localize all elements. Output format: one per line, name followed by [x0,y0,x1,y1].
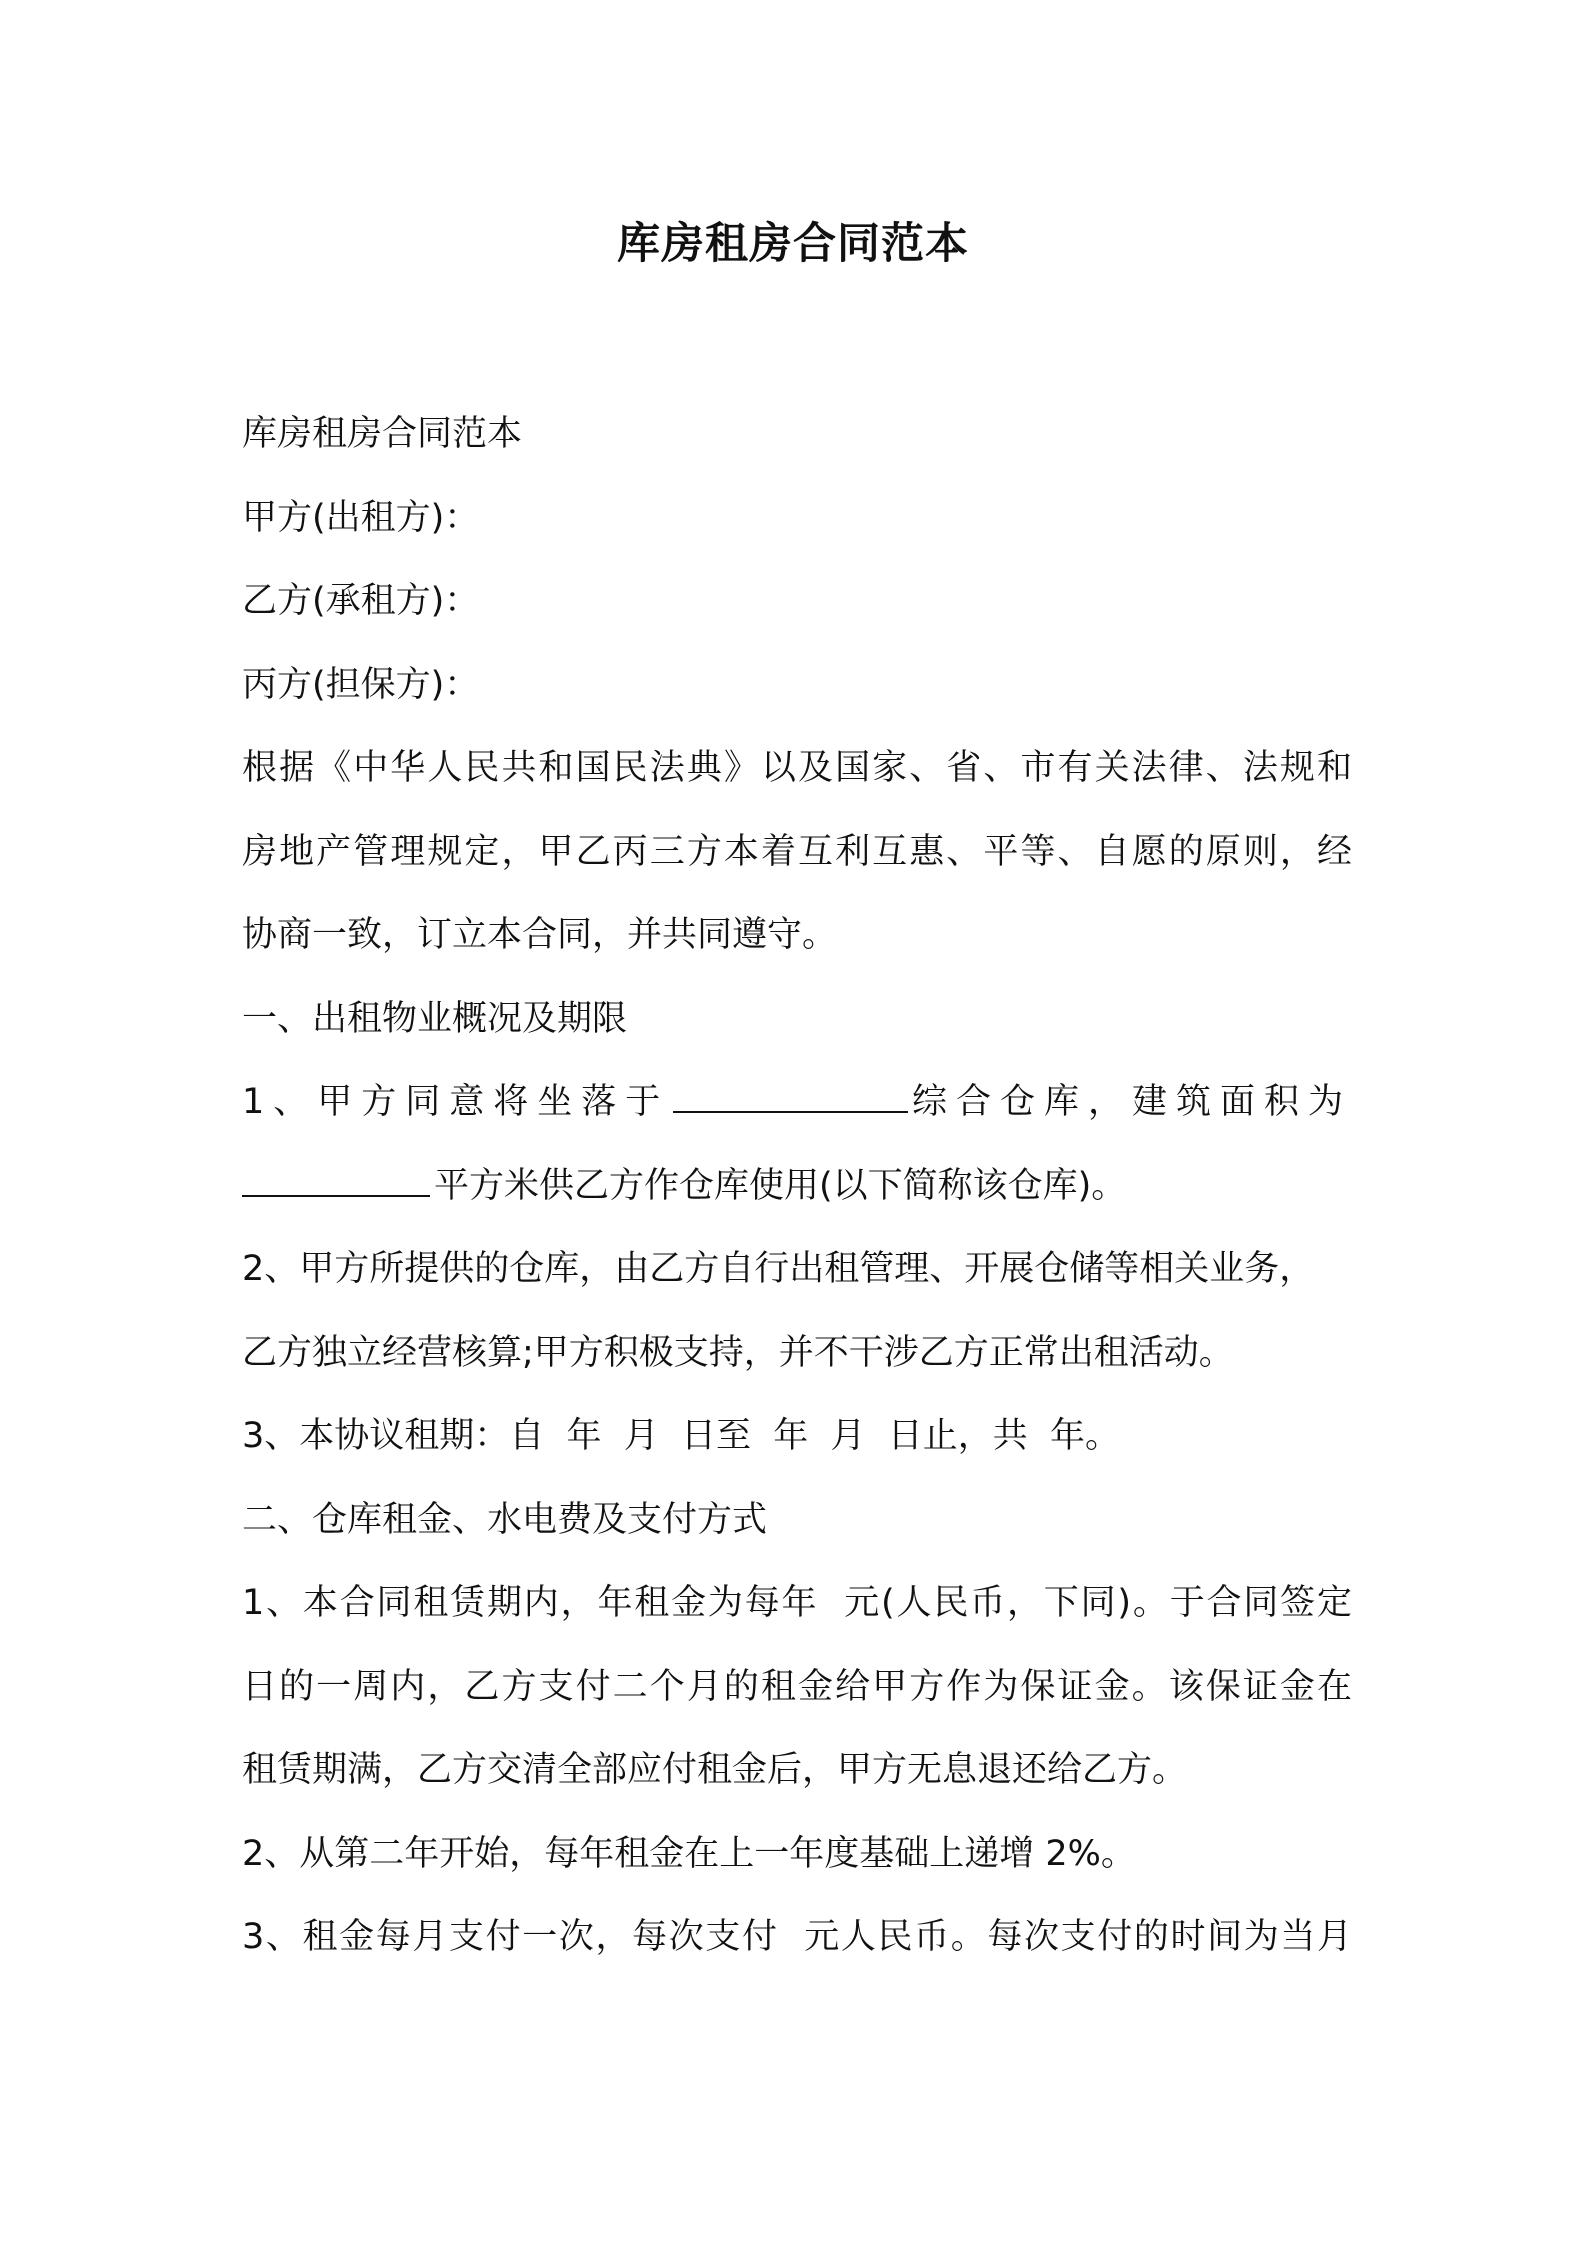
rent-clause-3-line: 3、租金每月支付一次，每次支付 元人民币。每次支付的时间为当月 [242,1917,1352,1957]
section-2-heading: 二、仓库租金、水电费及支付方式 [242,1500,768,1540]
party-c-line: 丙方(担保方)： [242,665,480,705]
area-blank [242,1189,430,1197]
clause-1-part-2: 综合仓库，建筑面积为 [911,1082,1352,1122]
clause-1-line-1 [242,1077,1352,1127]
party-a-line: 甲方(出租方)： [242,498,480,538]
clause-1-line-2 [242,1161,1126,1211]
rent-clause-1-line-3: 租赁期满，乙方交清全部应付租金后，甲方无息退还给乙方。 [242,1750,1188,1790]
clause-3-line: 3、本协议租期：自 年 月 日至 年 月 日止，共 年。 [242,1416,1121,1456]
rent-clause-1-line-2: 日的一周内，乙方支付二个月的租金给甲方作为保证金。该保证金在 [242,1667,1352,1707]
rent-clause-1-line-1: 1、本合同租赁期内，年租金为每年 元(人民币，下同)。于合同签定 [242,1583,1352,1623]
preamble-line-3: 协商一致，订立本合同，并共同遵守。 [242,915,838,955]
location-blank [673,1105,908,1113]
preamble-line-2: 房地产管理规定，甲乙丙三方本着互利互惠、平等、自愿的原则，经 [242,832,1352,872]
clause-1-part-3: 平方米供乙方作仓库使用(以下简称该仓库)。 [434,1166,1127,1206]
subtitle: 库房租房合同范本 [242,414,523,454]
preamble-line-1: 根据《中华人民共和国民法典》以及国家、省、市有关法律、法规和 [242,748,1352,788]
clause-2-line-1: 2、甲方所提供的仓库，由乙方自行出租管理、开展仓储等相关业务， [242,1249,1315,1289]
party-b-line: 乙方(承租方)： [242,581,480,621]
clause-1-part-1: 1、甲方同意将坐落于 [242,1082,670,1122]
document-title: 库房租房合同范本 [617,219,969,269]
clause-2-line-2: 乙方独立经营核算;甲方积极支持，并不干涉乙方正常出租活动。 [242,1333,1234,1373]
section-1-heading: 一、出租物业概况及期限 [242,999,628,1039]
rent-clause-2-line: 2、从第二年开始，每年租金在上一年度基础上递增 2%。 [242,1834,1136,1874]
